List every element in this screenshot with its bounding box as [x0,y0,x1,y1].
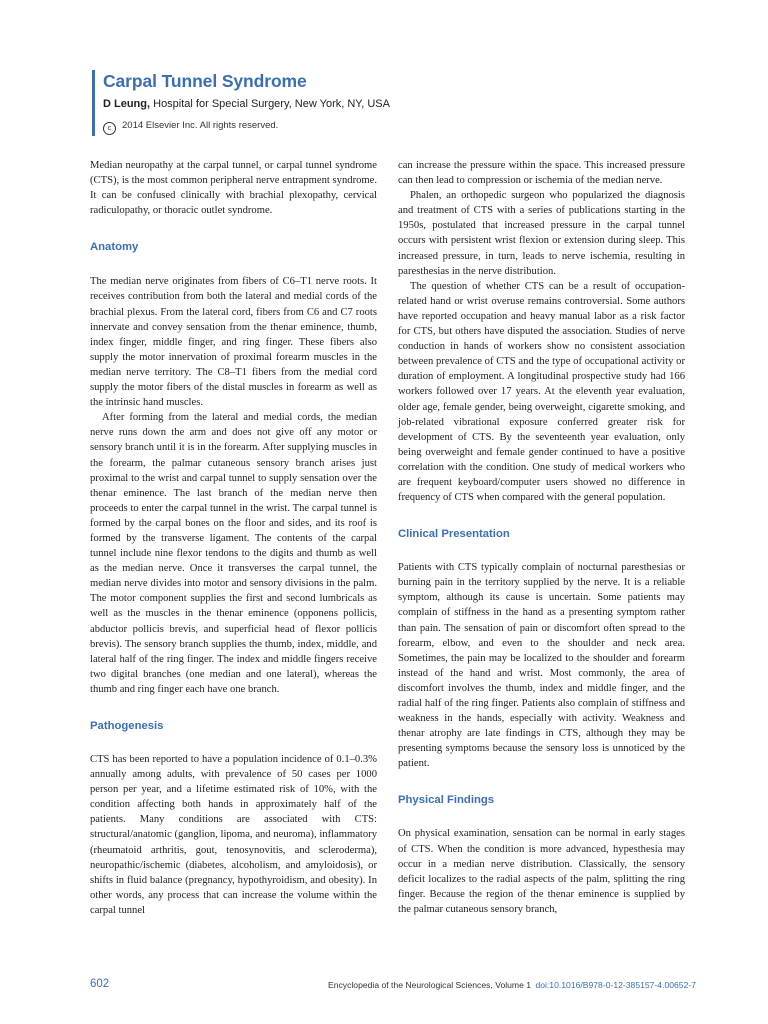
anatomy-paragraph-2: After forming from the lateral and medial cords, the median nerve runs down the arm and does not give off any motor or sensory branch until it is in the forearm. After supplying muscles in the forearm, the palmar cutaneous sensory branch arises just proximal to the wrist and carpal tunnel to supply sensation over the thenar eminence. The last branch of the median nerve then proceeds to enter the carpal tunnel in the wrist. The carpal tunnel is formed by the carpal bones on the floor and sides, and its roof is formed by the transverse ligament. The contents of the carpal tunnel include nine flexor tendons to the digits and thumb as well as the median nerve. Once it transverses the carpal tunnel, the median nerve divides into motor and sensory divisions in the palm. The motor component supplies the first and second lumbricals as well as the muscles in the thenar eminence (opponens pollicis, abductor pollicis brevis, and superficial head of flexor pollicis brevis). The sensory branch supplies the thumb, index, middle, and lateral half of the ring finger. The index and middle fingers receive two digital branches (one median and one lateral), whereas the thumb and ring finger each have one branch. [90,412,377,695]
pathogenesis-paragraph: CTS has been reported to have a population incidence of 0.1–0.3% annually among adults, with prevalence of 50 cases per 1000 person per year, and a lifetime estimated risk of 10%, with the condition affecting both hands in approximately half of the patients. Many conditions are associated with CTS: structural/anatomic (ganglion, lipoma, and neuroma), inflammatory (rheumatoid arthritis, gout, tenosynovitis, and scleroderma), neuropathic/ischemic (diabetes, alcoholism, and amyloidosis), or shifts in fluid balance (pregnancy, hypothyroidism, and obesity). In other words, any process that can increase the volume within the carpal tunnel [90,754,377,916]
page-number: 602 [90,978,110,990]
left-column [90,158,377,918]
right-column [398,158,685,917]
copyright-text: 2014 Elsevier Inc. All rights reserved. [122,120,279,131]
occupation-paragraph: The question of whether CTS can be a result of occupation-related hand or wrist overuse remains controversial. Some authors have reported occupation and heavy manual labor as a risk factor for CTS, but others have disputed the association. Studies of nerve conduction in hands of workers show no consistent association between prevalence of CTS and the type of occupational activity or duration of employment. A longitudinal prospective study had 166 workers followed over 17 years. At the eleventh year evaluation, older age, female gender, being overweight, cigarette smoking, and job-related vibrational exposure conferred greater risk for development of CTS. By the seventeenth year evaluation, only being overweight and female gender continued to have a positive correlation with the condition. One study of medical workers who are frequent keyboard/computer users showed no difference in frequency of CTS when compared with the general population. [398,280,685,504]
doi-link[interactable]: doi:10.1016/B978-0-12-385157-4.00652-7 [535,980,696,990]
physical-paragraph: On physical examination, sensation can be normal in early stages of CTS. When the condition is more advanced, hypesthesia may occur in a median nerve distribution. Classically, the sensory deficit localizes to the radial aspects of the palm, splitting the ring finger. Because the region of the thenar eminence is supplied by the palmar cutaneous sensory branch, [398,828,685,915]
copyright-icon: c [103,122,116,135]
intro-paragraph: Median neuropathy at the carpal tunnel, or carpal tunnel syndrome (CTS), is the most common peripheral nerve entrapment syndrome. It can be confused clinically with brachial plexopathy, cervical radiculopathy, or thoracic outlet syndrome. [90,160,377,217]
page-footer [90,978,696,994]
anatomy-paragraph-1: The median nerve originates from fibers of C6–T1 nerve roots. It receives contribution from both the lateral and medial cords of the brachial plexus. From the lateral cord, fibers from C6 and C7 roots innervate and convey sensation from the thenar eminence, thumb, index finger, middle finger, and ring finger. These fibers also supply the motor innervation of proximal forearm muscles in the median nerve territory. The C8–T1 fibers from the medial cord supply the motor fibers of the distal muscles in forearm as well as the intrinsic hand muscles. [90,276,377,409]
pathogenesis-heading: Pathogenesis [90,720,164,732]
author-name: D Leung, [103,98,151,110]
copyright-line [103,120,390,135]
anatomy-heading: Anatomy [90,241,139,254]
author-affiliation: Hospital for Special Surgery, New York, NY, USA [153,98,390,110]
author-line [103,97,390,111]
clinical-presentation-heading: Clinical Presentation [398,528,510,541]
article-header [92,70,390,136]
physical-findings-heading: Physical Findings [398,794,495,807]
article-title: Carpal Tunnel Syndrome [103,71,307,91]
clinical-paragraph: Patients with CTS typically complain of nocturnal paresthesias or burning pain in the territory supplied by the nerve. It is a reliable symptom, although its cause is uncertain. Some patients may complain of stiffness in the hand as a presenting symptom rather than pain. The sensation of pain or discomfort often spread to the forearm, elbow, and even to the shoulder and neck area. Sometimes, the pain may be localized to the shoulder and forearm instead of the hand and wrist. Most commonly, the area of discomfort involves the thumb, index and middle finger, and the radial half of the ring finger. Patients also complain of stiffness and weakness in the hands, especially with activity. Weakness and thenar atrophy are late findings in CTS, although they may be presenting symptoms because the sensory loss is unnoticed by the patient. [398,562,685,770]
phalen-paragraph: Phalen, an orthopedic surgeon who popularized the diagnosis and treatment of CTS with a series of publications starting in the 1950s, postulated that increased pressure in the carpal tunnel occurs with persistent wrist flexion or extension during sleep. This increased pressure, in turn, leads to nerve ischemia, resulting in paresthesias in the nerve distribution. [398,190,685,277]
journal-name: Encyclopedia of the Neurological Sciences, Volume 1 [328,980,532,990]
continued-paragraph: can increase the pressure within the space. This increased pressure can then lead to compression or ischemia of the median nerve. [398,160,685,187]
